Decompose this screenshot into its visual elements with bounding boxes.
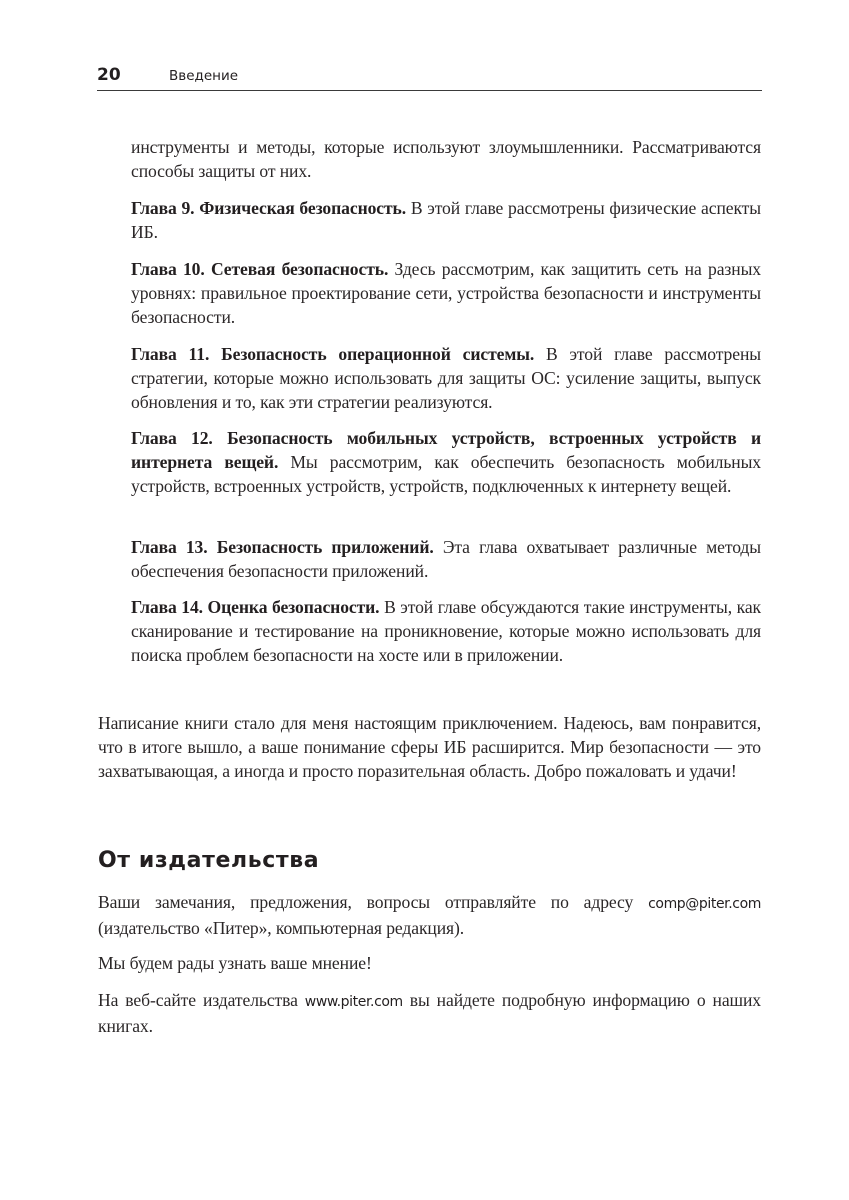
chapter-13-description: Глава 13. Безопасность приложений. Эта глава охватывает различные методы обеспечения безопасности приложений. (131, 537, 761, 581)
chapter-11-description: Глава 11. Безопасность операционной системы. В этой главе рассмотрены стратегии, которые можно использовать для защиты ОС: усиление защиты, выпуск обновления и то, как эти стратегии реализуются. (131, 344, 761, 412)
chapter-10-description: Глава 10. Сетевая безопасность. Здесь рассмотрим, как защитить сеть на разных уровнях: правильное проектирование сети, устройства безопасности и инструменты безопасности. (131, 259, 761, 327)
intro-continuation: инструменты и методы, которые используют злоумышленники. Рассматриваются способы защиты от них. (131, 137, 761, 181)
page-number: 20 (97, 65, 121, 85)
publisher-contact-paragraph: Ваши замечания, предложения, вопросы отправляйте по адресу comp@piter.com (издательство «Питер», компьютерная редакция). (98, 892, 761, 938)
chapter-14-description: Глава 14. Оценка безопасности. В этой главе обсуждаются такие инструменты, как сканирование и тестирование на проникновение, которые можно использовать для поиска проблем безопасности на хосте или в приложении. (131, 597, 761, 665)
publisher-website-paragraph: На веб-сайте издательства www.piter.com вы найдете подробную информацию о наших книгах. (98, 990, 761, 1036)
chapter-title: Глава 11. Безопасность операционной системы. (131, 344, 535, 364)
publisher-feedback-paragraph: Мы будем рады узнать ваше мнение! (98, 953, 372, 973)
chapter-title: Глава 14. Оценка безопасности. (131, 597, 380, 617)
website-link[interactable]: www.piter.com (304, 994, 403, 1010)
email-link[interactable]: comp@piter.com (648, 896, 761, 912)
section-heading-publisher: От издательства (98, 848, 320, 873)
running-head-chapter: Введение (169, 68, 239, 84)
chapter-title: Глава 13. Безопасность приложений. (131, 537, 434, 557)
running-head (97, 64, 762, 91)
chapter-title: Глава 12. Безопасность мобильных устройств, встроенных устройств и интернета вещей. (131, 428, 761, 472)
chapter-title: Глава 9. Физическая безопасность. (131, 198, 407, 218)
closing-paragraph: Написание книги стало для меня настоящим приключением. Надеюсь, вам понравится, что в итоге вышло, а ваше понимание сферы ИБ расширится. Мир безопасности — это захватывающая, а иногда и просто поразительная область. Добро пожаловать и удачи! (98, 713, 761, 781)
chapter-title: Глава 10. Сетевая безопасность. (131, 259, 389, 279)
chapter-9-description: Глава 9. Физическая безопасность. В этой главе рассмотрены физические аспекты ИБ. (131, 198, 761, 242)
chapter-12-description: Глава 12. Безопасность мобильных устройств, встроенных устройств и интернета вещей. Мы рассмотрим, как обеспечить безопасность мобильных устройств, встроенных устройств, устройств, подключенных к интернету вещей. (131, 428, 762, 496)
